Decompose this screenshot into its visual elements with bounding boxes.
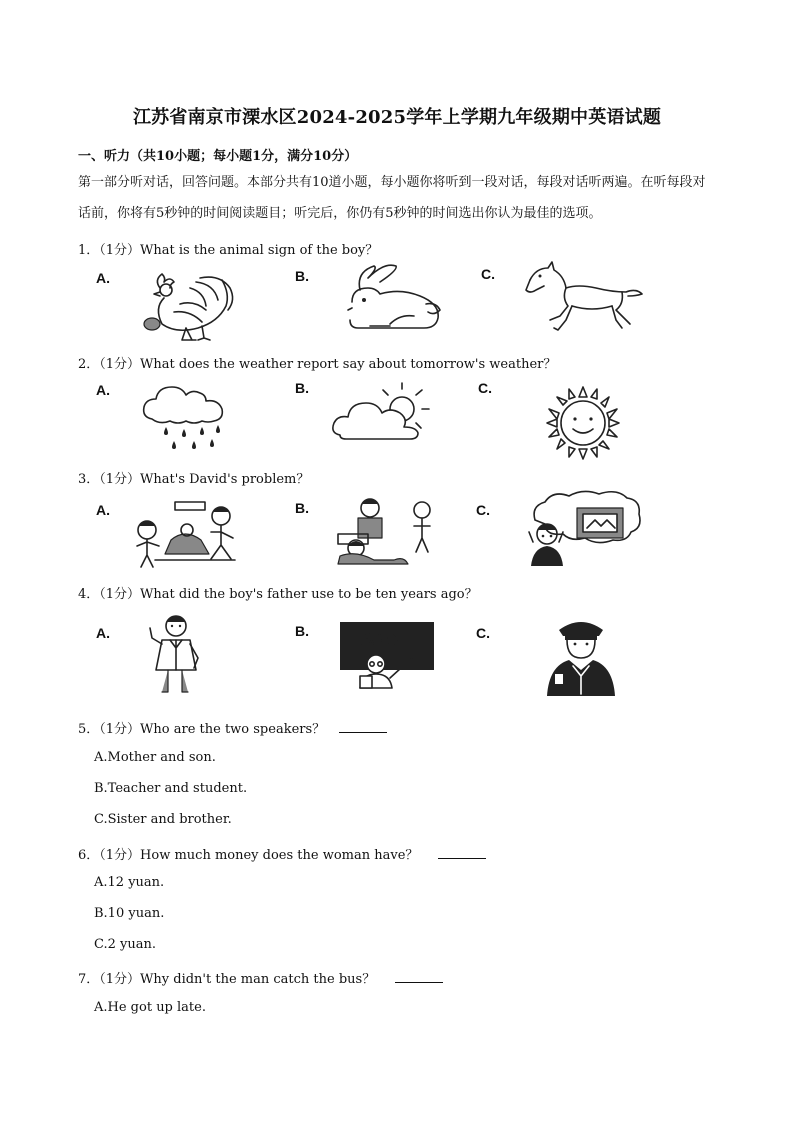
boy-with-tv-icon[interactable]: [515, 490, 645, 568]
question-7-option-a[interactable]: A.He got up late.: [94, 1000, 206, 1015]
question-4: 4．（1分）What did the boy's father use to be ten years ago？: [78, 587, 478, 602]
page-title: 江苏省南京市溧水区2024-2025学年上学期九年级期中英语试题: [132, 107, 662, 128]
sun-icon[interactable]: [545, 385, 621, 461]
rabbit-icon[interactable]: [330, 262, 450, 332]
option-c-label[interactable]: C.: [476, 625, 490, 641]
section-heading: 一、听力（共10小题；每小题1分，满分10分）: [78, 149, 358, 164]
question-6-option-b[interactable]: B.10 yuan.: [94, 906, 165, 921]
svg-text:ABC: ABC: [362, 629, 398, 648]
horse-icon[interactable]: [520, 262, 645, 337]
answer-blank[interactable]: [438, 846, 486, 859]
rooster-icon[interactable]: [130, 268, 245, 343]
question-5-option-c[interactable]: C.Sister and brother.: [94, 812, 232, 827]
question-3: 3．（1分）What's David's problem？: [78, 472, 310, 487]
doctor-icon[interactable]: [140, 612, 210, 698]
option-a-label[interactable]: A.: [96, 502, 110, 518]
question-5-option-a[interactable]: A.Mother and son.: [94, 750, 216, 765]
answer-blank[interactable]: [395, 970, 443, 983]
question-1: 1．（1分）What is the animal sign of the boy？: [78, 243, 379, 258]
question-6-option-c[interactable]: C.2 yuan.: [94, 937, 156, 952]
instructions: 第一部分听对话，回答问题。本部分共有10道小题，每小题你将听到一段对话，每段对话听两遍。在听每段对话前，你将有5秒钟的时间阅读题目；听完后，你仍有5秒钟的时间选出你认为最佳的选项。: [78, 175, 706, 221]
sad-boy-icon[interactable]: [330, 494, 445, 566]
boys-fighting-icon[interactable]: [125, 496, 250, 568]
question-2: 2．（1分）What does the weather report say about tomorrow's weather？: [78, 357, 557, 372]
answer-blank[interactable]: [339, 720, 387, 733]
option-c-label[interactable]: C.: [478, 380, 492, 396]
option-b-label[interactable]: B.: [295, 623, 309, 639]
cloudy-sun-icon[interactable]: [330, 383, 445, 443]
teacher-icon[interactable]: [338, 620, 438, 690]
option-b-label[interactable]: B.: [295, 500, 309, 516]
option-a-label[interactable]: A.: [96, 270, 110, 286]
option-a-label[interactable]: A.: [96, 382, 110, 398]
police-officer-icon[interactable]: [545, 616, 617, 698]
question-5: 5．（1分）Who are the two speakers？: [78, 718, 387, 737]
option-c-label[interactable]: C.: [476, 502, 490, 518]
question-5-option-b[interactable]: B.Teacher and student.: [94, 781, 248, 796]
rain-cloud-icon[interactable]: [140, 383, 240, 453]
question-7: 7．（1分）Why didn't the man catch the bus？: [78, 968, 443, 987]
question-6-option-a[interactable]: A.12 yuan.: [94, 875, 165, 890]
option-b-label[interactable]: B.: [295, 380, 309, 396]
option-a-label[interactable]: A.: [96, 625, 110, 641]
option-b-label[interactable]: B.: [295, 268, 309, 284]
question-6: 6．（1分）How much money does the woman have？: [78, 844, 486, 863]
option-c-label[interactable]: C.: [481, 266, 495, 282]
